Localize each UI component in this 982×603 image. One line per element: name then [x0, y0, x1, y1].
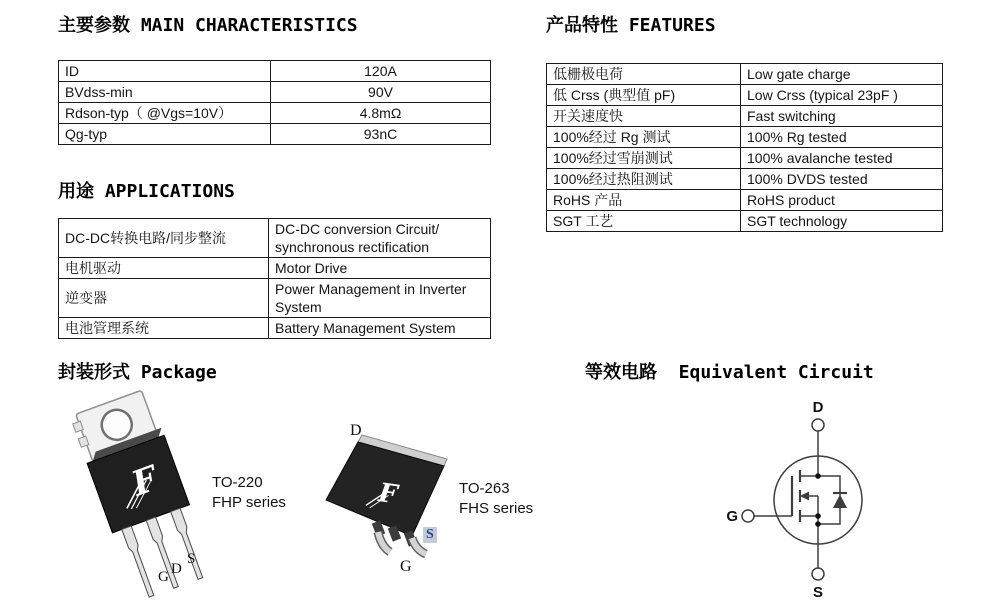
svg-text:F: F: [376, 478, 399, 511]
circuit-drain-label: D: [812, 399, 824, 416]
to220-pin-d-label: D: [171, 561, 182, 577]
table-row: [547, 127, 943, 148]
feature-zh-cell: 100%经过雪崩测试: [547, 148, 741, 169]
table-row: [59, 258, 491, 279]
feature-en-cell: RoHS product: [741, 190, 943, 211]
circuit-source-label: S: [812, 584, 824, 601]
feature-zh-cell: SGT 工艺: [547, 211, 741, 232]
feature-zh-cell: 100%经过 Rg 测试: [547, 127, 741, 148]
table-row: [59, 279, 491, 318]
table-row: [547, 85, 943, 106]
to220-caption: [212, 473, 286, 513]
table-row: [59, 61, 491, 82]
mosfet-arrow-icon: [800, 492, 809, 501]
features-table: [546, 63, 943, 232]
feature-zh-cell: RoHS 产品: [547, 190, 741, 211]
value-cell: 4.8mΩ: [271, 103, 491, 124]
to220-package-image: [46, 383, 226, 601]
table-row: [547, 190, 943, 211]
to220-pin-g-label: G: [158, 569, 169, 585]
table-row: [547, 64, 943, 85]
value-cell: 90V: [271, 82, 491, 103]
features-title: 产品特性 FEATURES: [546, 15, 716, 36]
application-zh-cell: 电池管理系统: [59, 318, 269, 339]
application-en-cell: DC-DC conversion Circuit/ synchronous rectification: [269, 219, 491, 258]
param-cell: Qg-typ: [59, 124, 271, 145]
feature-en-cell: 100% avalanche tested: [741, 148, 943, 169]
application-zh-cell: DC-DC转换电路/同步整流: [59, 219, 269, 258]
circuit-gate-label: G: [726, 508, 738, 525]
feature-en-cell: Low gate charge: [741, 64, 943, 85]
application-en-cell: Motor Drive: [269, 258, 491, 279]
table-row: [547, 211, 943, 232]
feature-en-cell: SGT technology: [741, 211, 943, 232]
equivalent-circuit-diagram: [688, 390, 898, 603]
feature-en-cell: 100% DVDS tested: [741, 169, 943, 190]
to263-package-image: [316, 420, 466, 565]
table-row: [59, 318, 491, 339]
body-diode-icon: [833, 495, 847, 509]
feature-en-cell: 100% Rg tested: [741, 127, 943, 148]
to263-pin-d-label: D: [350, 422, 362, 439]
value-cell: 93nC: [271, 124, 491, 145]
feature-en-cell: Fast switching: [741, 106, 943, 127]
equivalent-circuit-title: 等效电路 Equivalent Circuit: [585, 362, 874, 383]
application-en-cell: Power Management in Inverter System: [269, 279, 491, 318]
feature-zh-cell: 100%经过热阻测试: [547, 169, 741, 190]
param-cell: ID: [59, 61, 271, 82]
table-row: [59, 103, 491, 124]
table-row: [59, 219, 491, 258]
to263-pin-s-label: S: [423, 527, 437, 543]
svg-text:F: F: [126, 458, 164, 505]
value-cell: 120A: [271, 61, 491, 82]
applications-title: 用途 APPLICATIONS: [58, 181, 235, 202]
table-row: [547, 106, 943, 127]
main-characteristics-title: 主要参数 MAIN CHARACTERISTICS: [58, 15, 358, 36]
table-row: [59, 124, 491, 145]
to263-series: FHS series: [459, 500, 534, 517]
table-row: [547, 148, 943, 169]
table-row: [59, 82, 491, 103]
param-cell: Rdson-typ（ @Vgs=10V）: [59, 103, 271, 124]
applications-table: [58, 218, 491, 339]
package-title: 封装形式 Package: [58, 362, 217, 383]
application-zh-cell: 电机驱动: [59, 258, 269, 279]
table-row: [547, 169, 943, 190]
main-characteristics-table: [58, 60, 491, 145]
feature-zh-cell: 开关速度快: [547, 106, 741, 127]
param-cell: BVdss-min: [59, 82, 271, 103]
to263-name: TO-263: [459, 480, 510, 497]
to263-caption: [459, 479, 533, 519]
to263-leads: [378, 532, 426, 554]
feature-zh-cell: 低栅极电荷: [547, 64, 741, 85]
to220-name: TO-220: [212, 474, 263, 491]
application-zh-cell: 逆变器: [59, 279, 269, 318]
feature-zh-cell: 低 Crss (典型值 pF): [547, 85, 741, 106]
to263-pin-g-label: G: [400, 558, 412, 575]
to220-series: FHP series: [212, 494, 286, 511]
to220-pin-s-label: S: [187, 551, 196, 567]
application-en-cell: Battery Management System: [269, 318, 491, 339]
feature-en-cell: Low Crss (typical 23pF ): [741, 85, 943, 106]
